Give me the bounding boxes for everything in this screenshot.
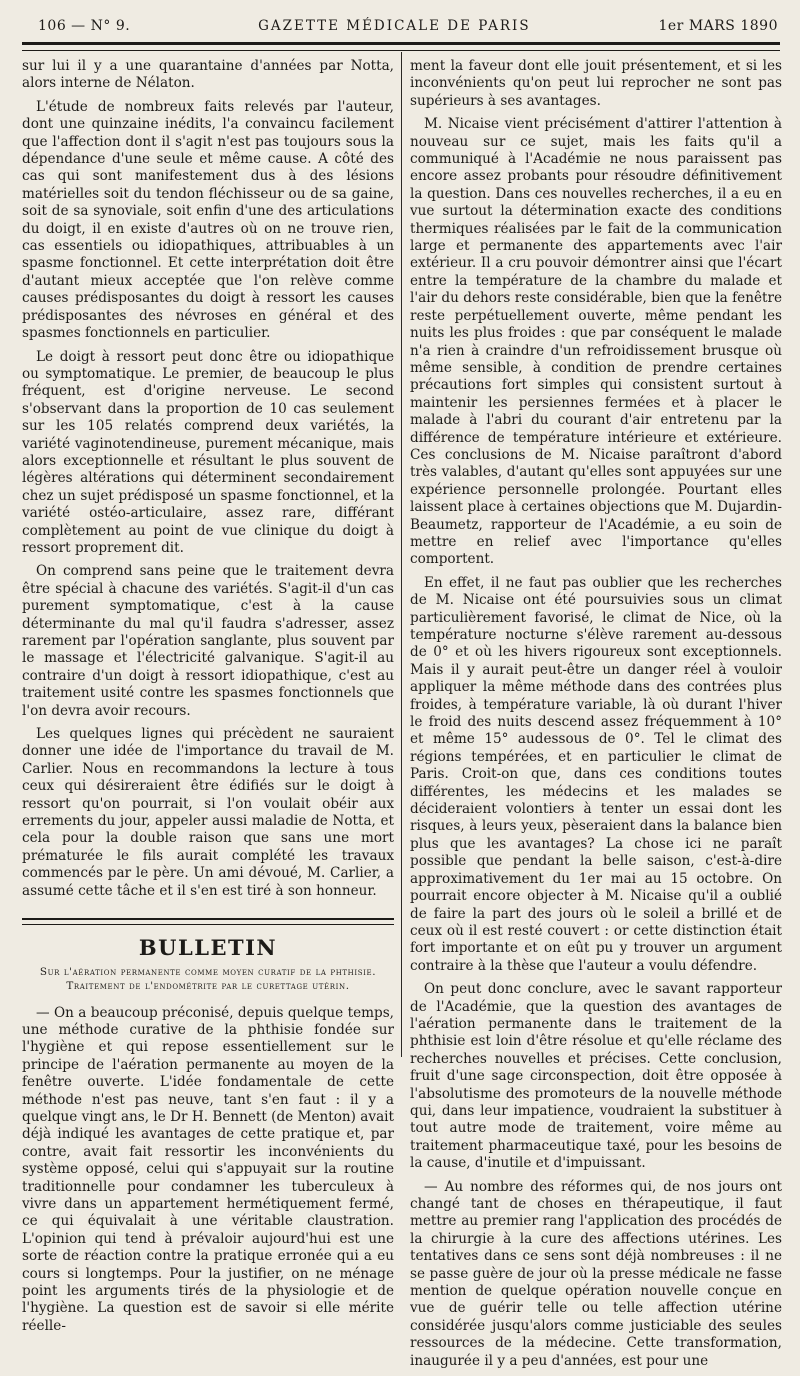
journal-title: GAZETTE MÉDICALE DE PARIS xyxy=(258,18,531,34)
page-number: 106 — N° 9. xyxy=(38,18,131,34)
right-column xyxy=(410,58,782,1376)
paragraph: On peut donc conclure, avec le savant rapporteur de l'Académie, que la question des avantages de l'aération permanente dans le traitement de la phthisie est loin d'être résolue et qu'elle réclame des recherches nouvelles et précises. Cette conclusion, fruit d'une sage circonspection, doit être opposée à l'absolutisme des promoteurs de la nouvelle méthode qui, dans leur impatience, voudraient la substituer à tout autre mode de traitement, voire même au traitement pharmaceutique taxé, pour les besoins de la cause, d'inutile et d'impuissant. xyxy=(410,981,782,1172)
section-rule xyxy=(22,918,394,925)
bulletin-subtitle-line: Sur l'aération permanente comme moyen curatif de la phthisie. xyxy=(39,965,377,978)
paragraph: sur lui il y a une quarantaine d'années par Notta, alors interne de Nélaton. xyxy=(22,58,394,92)
paragraph: M. Nicaise vient précisément d'attirer l'attention à nouveau sur ce sujet, mais les faits qu'il a communiqué à l'Académie ne nous paraissent pas encore assez probants pour résoudre définitivement la question. Dans ces nouvelles recherches, il a eu en vue surtout la détermination exacte des conditions thermiques réalisées par le fait de la communication large et permanente des appartements avec l'air extérieur. Il a cru pouvoir démontrer ainsi que l'écart entre la température de la chambre du malade et l'air du dehors reste considérable, bien que la fenêtre reste perpétuellement ouverte, même pendant les nuits les plus froides : que par conséquent le malade n'a rien à craindre d'un refroidissement brusque où même sensible, à condition de prendre certaines précautions fort simples qui consistent surtout à maintenir les persiennes fermées et à placer le malade à l'abri du courant d'air entretenu par la différence de température intérieure et extérieure. Ces conclusions de M. Nicaise paraîtront d'abord très valables, d'autant qu'elles sont appuyées sur une expérience personnelle prolongée. Pourtant elles laissent place à certaines objections que M. Dujardin-Beaumetz, rapporteur de l'Académie, a eu soin de mettre en relief avec l'importance qu'elles comportent. xyxy=(410,116,782,568)
paragraph: On comprend sans peine que le traitement devra être spécial à chacune des variétés. S'agit-il d'un cas purement symptomatique, c'est à la cause déterminante du mal qu'il faudra s'adresser, assez rarement par l'opération sanglante, plus souvent par le massage et l'électricité galvanique. S'agit-il au contraire d'un doigt à ressort idiopathique, c'est au traitement usité contre les spasmes fonctionnels que l'on devra avoir recours. xyxy=(22,563,394,719)
column-divider xyxy=(401,52,402,1057)
header-rule xyxy=(22,42,780,51)
page-header xyxy=(38,18,778,40)
bulletin-heading: BULLETIN xyxy=(138,935,278,961)
paragraph: ment la faveur dont elle jouit présentement, et si les inconvénients qu'on peut lui reprocher ne sont pas supérieurs à ses avantages. xyxy=(410,58,782,109)
paragraph: Les quelques lignes qui précèdent ne sauraient donner une idée de l'importance du travail de M. Carlier. Nous en recommandons la lecture à tous ceux qui désireraient être édifiés sur le doigt à ressort qu'on pourrait, si l'on voulait obéir aux errements du jour, appeler aussi maladie de Notta, et cela pour la double raison que sans une mort prématurée le fils aurait complété les travaux commencés par le père. Un ami dévoué, M. Carlier, a assumé cette tâche et il s'en est tiré à son honneur. xyxy=(22,726,394,899)
paragraph: — Au nombre des réformes qui, de nos jours ont changé tant de choses en thérapeutique, il faut mettre au premier rang l'application des procédés de la chirurgie à la cure des affections utérines. Les tentatives dans ce sens sont déjà nombreuses : il ne se passe guère de jour où la presse médicale ne fasse mention de quelque opération nouvelle conçue en vue de guérir telle ou telle affection utérine considérée jusqu'alors comme justiciable des seules ressources de la médecine. Cette transformation, inaugurée il y a peu d'années, est pour une xyxy=(410,1178,782,1369)
paragraph: L'étude de nombreux faits relevés par l'auteur, dont une quinzaine inédits, l'a convaincu facilement que l'affection dont il s'agit n'est pas toujours sous la dépendance d'une seule et même cause. A côté des cas qui sont manifestement dus à des lésions matérielles soit du tendon fléchisseur ou de sa gaine, soit de sa synoviale, soit enfin d'une des articulations du doigt, il en existe d'autres où on ne trouve rien, cas essentiels ou idiopathiques, attribuables à un spasme fonctionnel. Et cette interprétation doit être d'autant mieux acceptée que l'on relève comme causes prédisposantes du doigt à ressort les causes prédisposantes des névroses en général et des spasmes fonctionnels en particulier. xyxy=(22,98,394,342)
paragraph: En effet, il ne faut pas oublier que les recherches de M. Nicaise ont été poursuivies sous un climat particulièrement favorisé, le climat de Nice, où la température nocturne s'élève rarement au-dessous de 0° et où les hivers rigoureux sont exceptionnels. Mais il y aurait peut-être un danger réel à vouloir appliquer la même méthode dans des contrées plus froides, à température variable, là où durant l'hiver le froid des nuits descend assez fréquemment à 10° et même 15° audessous de 0°. Tel le climat des régions tempérées, et en particulier le climat de Paris. Croit-on que, dans ces conditions toutes différentes, les médecins et les malades se décideraient volontiers à tenter un essai dont les risques, à leurs yeux, pèseraient dans la balance bien plus que les avantages? La chose ici ne paraît possible que pendant la belle saison, c'est-à-dire approximativement du 1er mai au 15 octobre. On pourrait encore objecter à M. Nicaise qu'il a oublié de faire la part des jours où le soleil a brillé et de ceux où il est resté couvert : or cette distinction était fort importante et on eût pu y trouver un argument contraire à la thèse que l'auteur a voulu défendre. xyxy=(410,574,782,974)
left-column xyxy=(22,58,394,1341)
bulletin-subtitle-line: Traitement de l'endométrite par le curettage utérin. xyxy=(66,979,350,992)
issue-date: 1er MARS 1890 xyxy=(658,18,778,34)
paragraph: — On a beaucoup préconisé, depuis quelque temps, une méthode curative de la phthisie fondée sur l'hygiène et qui repose essentiellement sur le principe de l'aération permanente au moyen de la fenêtre ouverte. L'idée fondamentale de cette méthode n'est pas neuve, tant s'en faut : il y a quelque vingt ans, le Dr H. Bennett (de Menton) avait déjà indiqué les avantages de cette pratique et, par contre, avait fait ressortir les inconvénients du système opposé, celui qui s'appuyait sur la routine traditionnelle pour condamner les tuberculeux à vivre dans un appartement hermétiquement fermé, ce qui équivalait à une véritable claustration. L'opinion qui tend à prévaloir aujourd'hui est une sorte de réaction contre la pratique erronée qui a eu cours si longtemps. Pour la justifier, on ne ménage point les arguments tirés de la physiologie et de l'hygiène. La question est de savoir si elle mérite réelle- xyxy=(22,1004,394,1334)
paragraph: Le doigt à ressort peut donc être ou idiopathique ou symptomatique. Le premier, de beaucoup le plus fréquent, est d'origine nerveuse. Le second s'observant dans la proportion de 10 cas seulement sur les 105 relatés comprend deux variétés, la variété vaginotendineuse, purement mécanique, mais alors exceptionnelle et résultant le plus souvent de légères altérations qui déterminent secondairement chez un sujet prédisposé un spasme fonctionnel, et la variété ostéo-articulaire, assez rare, différant complètement au point de vue clinique du doigt à ressort proprement dit. xyxy=(22,348,394,556)
bulletin-subtitle xyxy=(22,965,394,993)
